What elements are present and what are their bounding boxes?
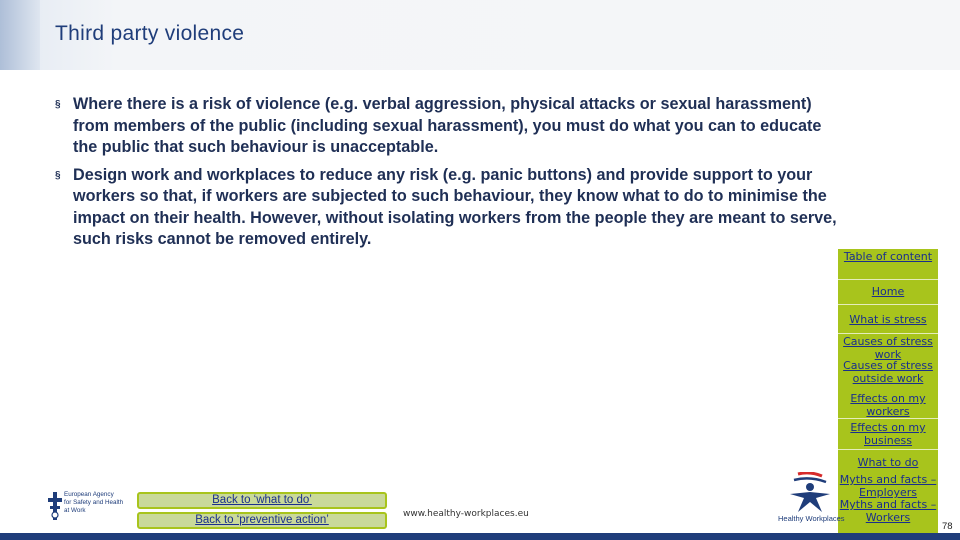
healthy-workplaces-logo [776, 472, 846, 526]
bullet-marker-icon: § [55, 169, 61, 181]
nav-myths-workers[interactable]: Myths and facts – Workers [839, 498, 937, 524]
bullet-list [55, 94, 845, 257]
nav-divider [838, 279, 938, 280]
header-corner-accent [0, 0, 40, 70]
eu-osha-logo [48, 490, 130, 522]
nav-divider [838, 304, 938, 305]
agency-emblem-icon [48, 492, 62, 520]
nav-divider [838, 418, 938, 419]
nav-home[interactable]: Home [871, 285, 905, 298]
nav-effects-workers[interactable]: Effects on my workers [850, 392, 926, 418]
bullet-text: Design work and workplaces to reduce any risk (e.g. panic buttons) and provide support to your workers so that, if workers are subjected to such behaviour, they know what to do to minimise the impact on their health. However, without isolating workers from the people they are meant to serve, such risks cannot be removed entirely. [73, 165, 837, 248]
nav-causes-work[interactable]: Causes of stress work [843, 335, 933, 361]
page-title: Third party violence [55, 22, 245, 45]
page-number: 78 [942, 521, 953, 532]
website-url: www.healthy-workplaces.eu [403, 509, 529, 519]
bullet-text: Where there is a risk of violence (e.g. verbal aggression, physical attacks or sexual harassment) from members of the public (including sexual harassment), you must do what you can to educate the public that such behaviour is unacceptable. [73, 95, 822, 156]
nav-panel [838, 249, 938, 540]
nav-myths-employers[interactable]: Myths and facts – Employers [839, 473, 937, 499]
bullet-item [55, 94, 845, 159]
agency-name: European Agency for Safety and Health at Work [64, 491, 124, 514]
nav-divider [838, 333, 938, 334]
nav-what-to-do[interactable]: What to do [857, 456, 919, 469]
bullet-marker-icon: § [55, 99, 61, 110]
nav-divider [838, 449, 938, 450]
nav-table-of-content[interactable]: Table of content [843, 250, 933, 263]
nav-effects-business[interactable]: Effects on my business [850, 421, 926, 447]
bullet-item [55, 165, 845, 251]
back-to-what-to-do-button[interactable]: Back to ‘what to do’ [137, 492, 387, 509]
campaign-figure-icon [776, 472, 846, 514]
campaign-label: Healthy Workplaces [778, 514, 845, 523]
back-to-preventive-action-button[interactable]: Back to ‘preventive action’ [137, 512, 387, 529]
nav-what-is-stress[interactable]: What is stress [849, 313, 927, 326]
nav-causes-outside-work[interactable]: Causes of stress outside work [843, 359, 933, 385]
footer-bar [0, 533, 960, 540]
